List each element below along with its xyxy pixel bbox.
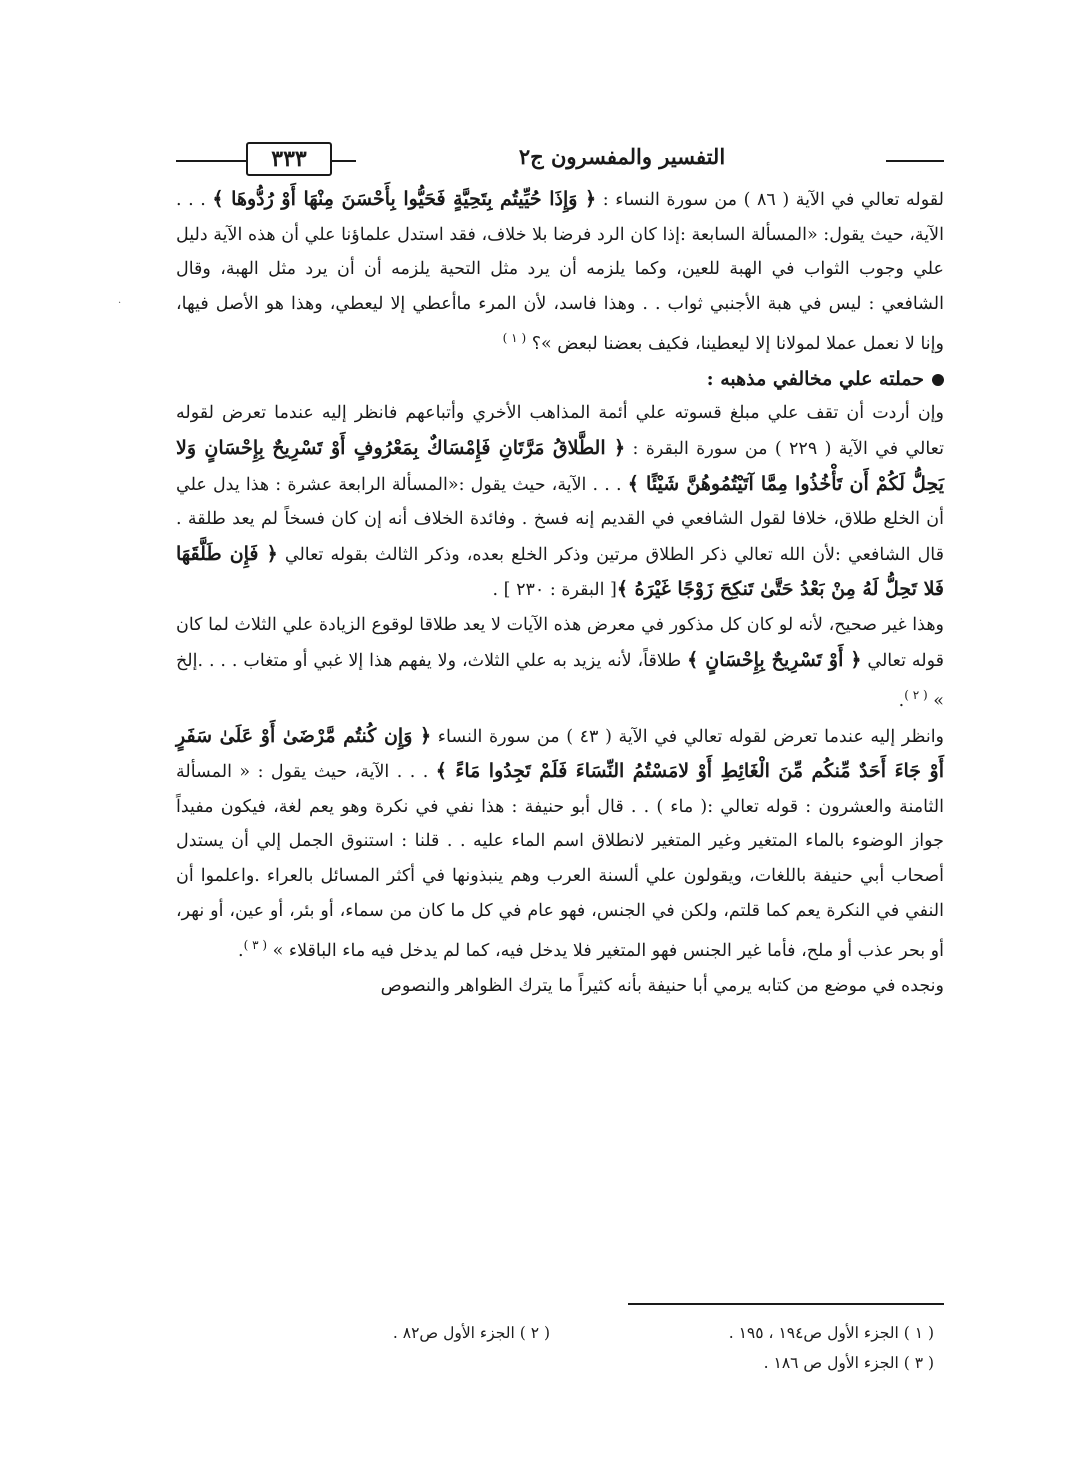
paragraph-2	[176, 396, 944, 608]
p3-text-3: .	[898, 690, 905, 711]
footnote-3: ( ٣ ) الجزء الأول ص ١٨٦ .	[763, 1354, 934, 1372]
section-heading	[176, 362, 944, 397]
footnote-ref-2: ( ٢ )	[904, 688, 928, 703]
footnote-separator	[628, 1303, 944, 1305]
header-rule-right	[886, 160, 944, 162]
footnote-1: ( ١ ) الجزء الأول ص١٩٤ ، ١٩٥ .	[728, 1324, 934, 1342]
p5-text: ونجده في موضع من كتابه يرمي أبا حنيفة بأنه كثيراً ما يترك الظواهر والنصوص	[380, 975, 944, 996]
running-header	[176, 140, 944, 180]
body-text	[176, 182, 944, 1003]
p2-quran-verse-1: ﴿ الطَّلاقُ مَرَّتَانِ فَإِمْسَاكٌ بِمَعْرُوفٍ أَوْ تَسْرِيحٌ بِإِحْسَانٍ وَلا يَحِلُّ لَكُمْ أَن تَأْخُذُوا مِمَّا آتَيْتُمُوهُنَّ شَيْئًا ﴾	[176, 436, 944, 495]
p1-text-1: لقوله تعالي في الآية ( ٨٦ ) من سورة النساء :	[602, 190, 944, 210]
paragraph-4	[176, 719, 944, 969]
paragraph-5	[176, 969, 944, 1004]
p2-text-1: وإن أردت أن تقف علي مبلغ قسوته علي أئمة المذاهب الأخري وأتباعهم فانظر إليه عندما تعرض لقوله تعالي في الآية ( ٢٢٩ ) من سورة البقرة :	[176, 403, 944, 459]
footnote-ref-1: ( ١ )	[502, 331, 527, 346]
p2-text-2: . . . الآية، حيث يقول :«المسألة الرابعة عشرة : هذا يدل علي أن الخلع طلاق، خلافا لقول الشافعي في القديم إنه فسخ . وفائدة الخلاف أنه إن كان فسخاً لم يعد طلقة . قال الشافعي :لأن الله تعالي ذكر الطلاق مرتين وذكر الخلع بعده، وذكر الثالث بقوله تعالي	[176, 474, 944, 565]
running-title: التفسير والمفسرون ج٢	[518, 144, 726, 169]
footnote-row-1	[176, 1318, 944, 1348]
paragraph-3	[176, 608, 944, 719]
p2-quran-verse-2: ﴿ فَإِن طَلَّقَهَا فَلا تَحِلُّ لَهُ مِنْ بَعْدُ حَتَّىٰ تَنكِحَ زَوْجًا غَيْرَهُ ﴾	[176, 542, 944, 601]
paragraph-1	[176, 182, 944, 362]
p4-text-1: وانظر إليه عندما تعرض لقوله تعالي في الآية ( ٤٣ ) من سورة النساء	[437, 726, 945, 747]
page-number: ٣٣٣	[246, 142, 332, 176]
footnotes	[176, 1318, 944, 1378]
p2-citation: [ البقرة : ٢٣٠ ] .	[492, 580, 617, 601]
p4-quran-verse: ﴿ وَإِن كُنتُم مَّرْضَىٰ أَوْ عَلَىٰ سَفَرٍ أَوْ جَاءَ أَحَدٌ مِّنكُم مِّنَ الْغَائِطِ أَوْ لامَسْتُمُ النِّسَاءَ فَلَمْ تَجِدُوا مَاءً ﴾	[176, 724, 944, 783]
p1-text-2: . . . الآية، حيث يقول: «المسألة السابعة :إذا كان الرد فرضا بلا خلاف، فقد استدل علماؤنا علي أن هذه الآية دليل علي وجوب الثواب في الهبة للعين، وكما يلزمه أن يرد مثل التحية يلزمه أن أن يرد مثل الهبة، وقال الشافعي : ليس في هبة الأجنبي ثواب . . وهذا فاسد، لأن المرء ماأعطي إلا ليعطي، وهذا هو الأصل فيها، وإنا لا نعمل عملا لمولانا إلا ليعطينا، فكيف بعضنا لبعض »؟	[176, 190, 944, 355]
header-rule-mid	[330, 160, 356, 162]
p4-text-2: . . . الآية، حيث يقول : « المسألة الثامنة والعشرون : قوله تعالي :( ماء ) . . قال أبو حنيفة : هذا نفي في نكرة وهو يعم لغة، فيكون مفيداً جواز الوضوء بالماء المتغير وغير المتغير لانطلاق اسم الماء عليه . . قلنا : استنوق الجمل إلي أن يستدل أصحاب أبي حنيفة باللغات، ويقولون علي ألسنة العرب وهم ينبذونها في أكثر المسائل بالعراء .واعلموا أن النفي في النكرة يعم كما قلتم، ولكن في الجنس، فهو عام في كل ما كان من سماء، أو بئر، أو عين، أو نهر، أو بحر عذب أو ملح، فأما غير الجنس فهو المتغير فلا يدخل فيه، كما لم يدخل فيه ماء الباقلاء »	[176, 762, 944, 961]
bullet-icon	[932, 374, 944, 386]
p3-text-1: وهذا غير صحيح، لأنه لو كان كل مذكور في معرض هذه الآيات لا يعد طلاقا لوقوع الزيادة علي الثلاث لما كان قوله تعالي	[176, 614, 944, 671]
header-rule-left	[176, 160, 246, 162]
p4-text-3: .	[238, 940, 244, 961]
section-heading-text: حملته علي مخالفي مذهبه :	[706, 367, 924, 390]
p3-text-2: طلاقاً، لأنه يزيد به علي الثلاث، ولا يفهم هذا إلا غبي أو متغاب . . . .إلخ »	[176, 650, 944, 711]
scan-speck: ·	[118, 298, 122, 309]
p3-quran-verse: ﴿ أَوْ تَسْرِيحٌ بِإِحْسَانٍ ﴾	[687, 648, 862, 671]
p1-quran-verse: ﴿ وَإِذَا حُيِّيتُم بِتَحِيَّةٍ فَحَيُّوا بِأَحْسَنَ مِنْهَا أَوْ رُدُّوهَا ﴾	[212, 188, 597, 210]
footnote-2: ( ٢ ) الجزء الأول ص٨٢ .	[392, 1324, 550, 1342]
footnote-ref-3: ( ٣ )	[243, 938, 268, 953]
